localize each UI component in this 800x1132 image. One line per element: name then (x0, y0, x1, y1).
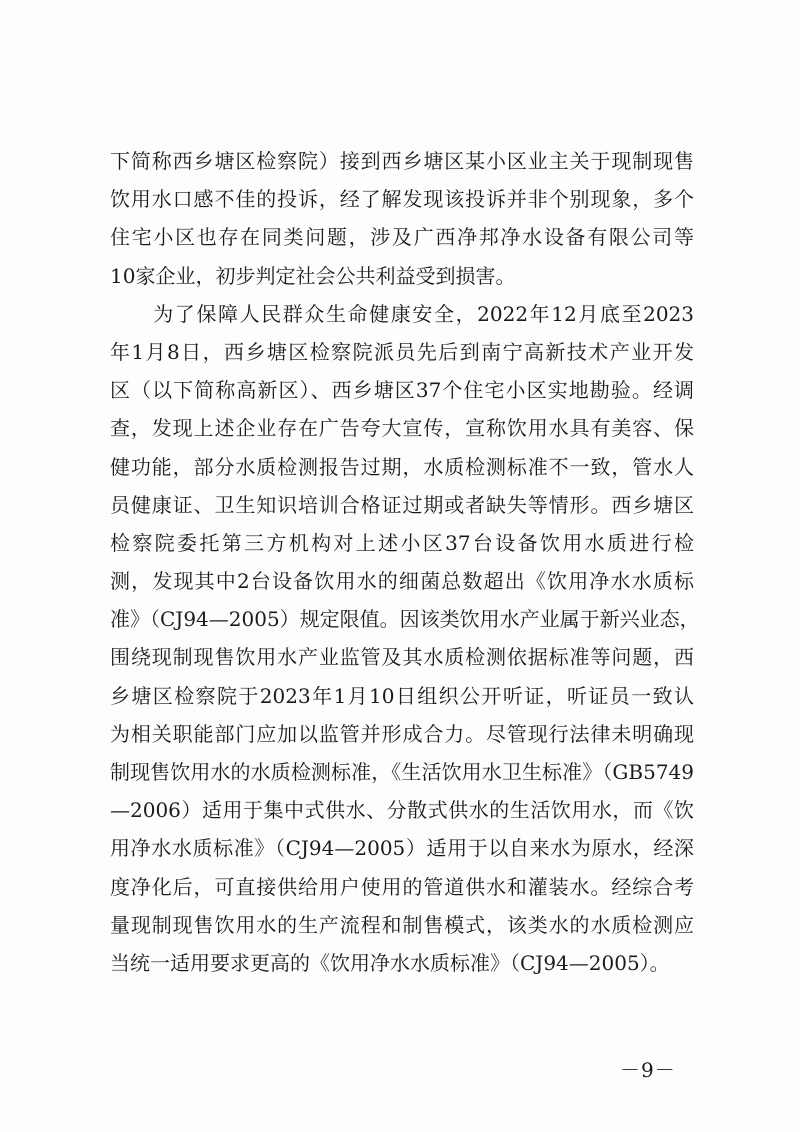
text-line: 年1月8日，西乡塘区检察院派员先后到南宁高新技术产业开发 (110, 339, 694, 364)
text-line: 为了保障人民群众生命健康安全，2022年12月底至2023 (110, 301, 694, 326)
page-number: －9－ (620, 1058, 676, 1082)
text-line: 健功能，部分水质检测报告过期，水质检测标准不一致，管水人 (110, 454, 694, 479)
text-line: 检察院委托第三方机构对上述小区37台设备饮用水质进行检 (110, 530, 694, 555)
text-line: 量现制现售饮用水的生产流程和制售模式，该类水的水质检测应 (110, 912, 694, 937)
text-line: 员健康证、卫生知识培训合格证过期或者缺失等情形。西乡塘区 (110, 492, 694, 517)
text-line: 区（以下简称高新区）、西乡塘区37个住宅小区实地勘验。经调 (110, 378, 694, 403)
text-line: 查，发现上述企业存在广告夸大宣传，宣称饮用水具有美容、保 (110, 416, 694, 441)
text-line: 饮用水口感不佳的投诉，经了解发现该投诉并非个别现象，多个 (110, 187, 694, 212)
text-line: 住宅小区也存在同类问题，涉及广西净邦净水设备有限公司等 (110, 225, 694, 250)
text-line: 10家企业，初步判定社会公共利益受到损害。 (110, 263, 516, 288)
text-line: 围绕现制现售饮用水产业监管及其水质检测依据标准等问题，西 (110, 645, 694, 670)
text-line: 制现售饮用水的水质检测标准，《生活饮用水卫生标准》（GB5749 (110, 760, 694, 784)
text-line: 为相关职能部门应加以监管并形成合力。尽管现行法律未明确现 (110, 721, 694, 746)
text-line: —2006）适用于集中式供水、分散式供水的生活饮用水，而《饮 (110, 798, 694, 823)
text-line: 用净水水质标准》（CJ94—2005）适用于以自来水为原水，经深 (110, 836, 694, 861)
text-line: 乡塘区检察院于2023年1月10日组织公开听证，听证员一致认 (110, 683, 694, 708)
text-line: 下简称西乡塘区检察院）接到西乡塘区某小区业主关于现制现售 (110, 149, 694, 173)
text-line: 测，发现其中2台设备饮用水的细菌总数超出《饮用净水水质标 (110, 569, 694, 594)
text-line: 当统一适用要求更高的《饮用净水水质标准》（CJ94—2005）。 (110, 950, 670, 975)
text-line: 准》（CJ94—2005）规定限值。因该类饮用水产业属于新兴业态， (110, 607, 700, 632)
text-line: 度净化后，可直接供给用户使用的管道供水和灌装水。经综合考 (110, 874, 694, 899)
body-text (110, 142, 700, 982)
